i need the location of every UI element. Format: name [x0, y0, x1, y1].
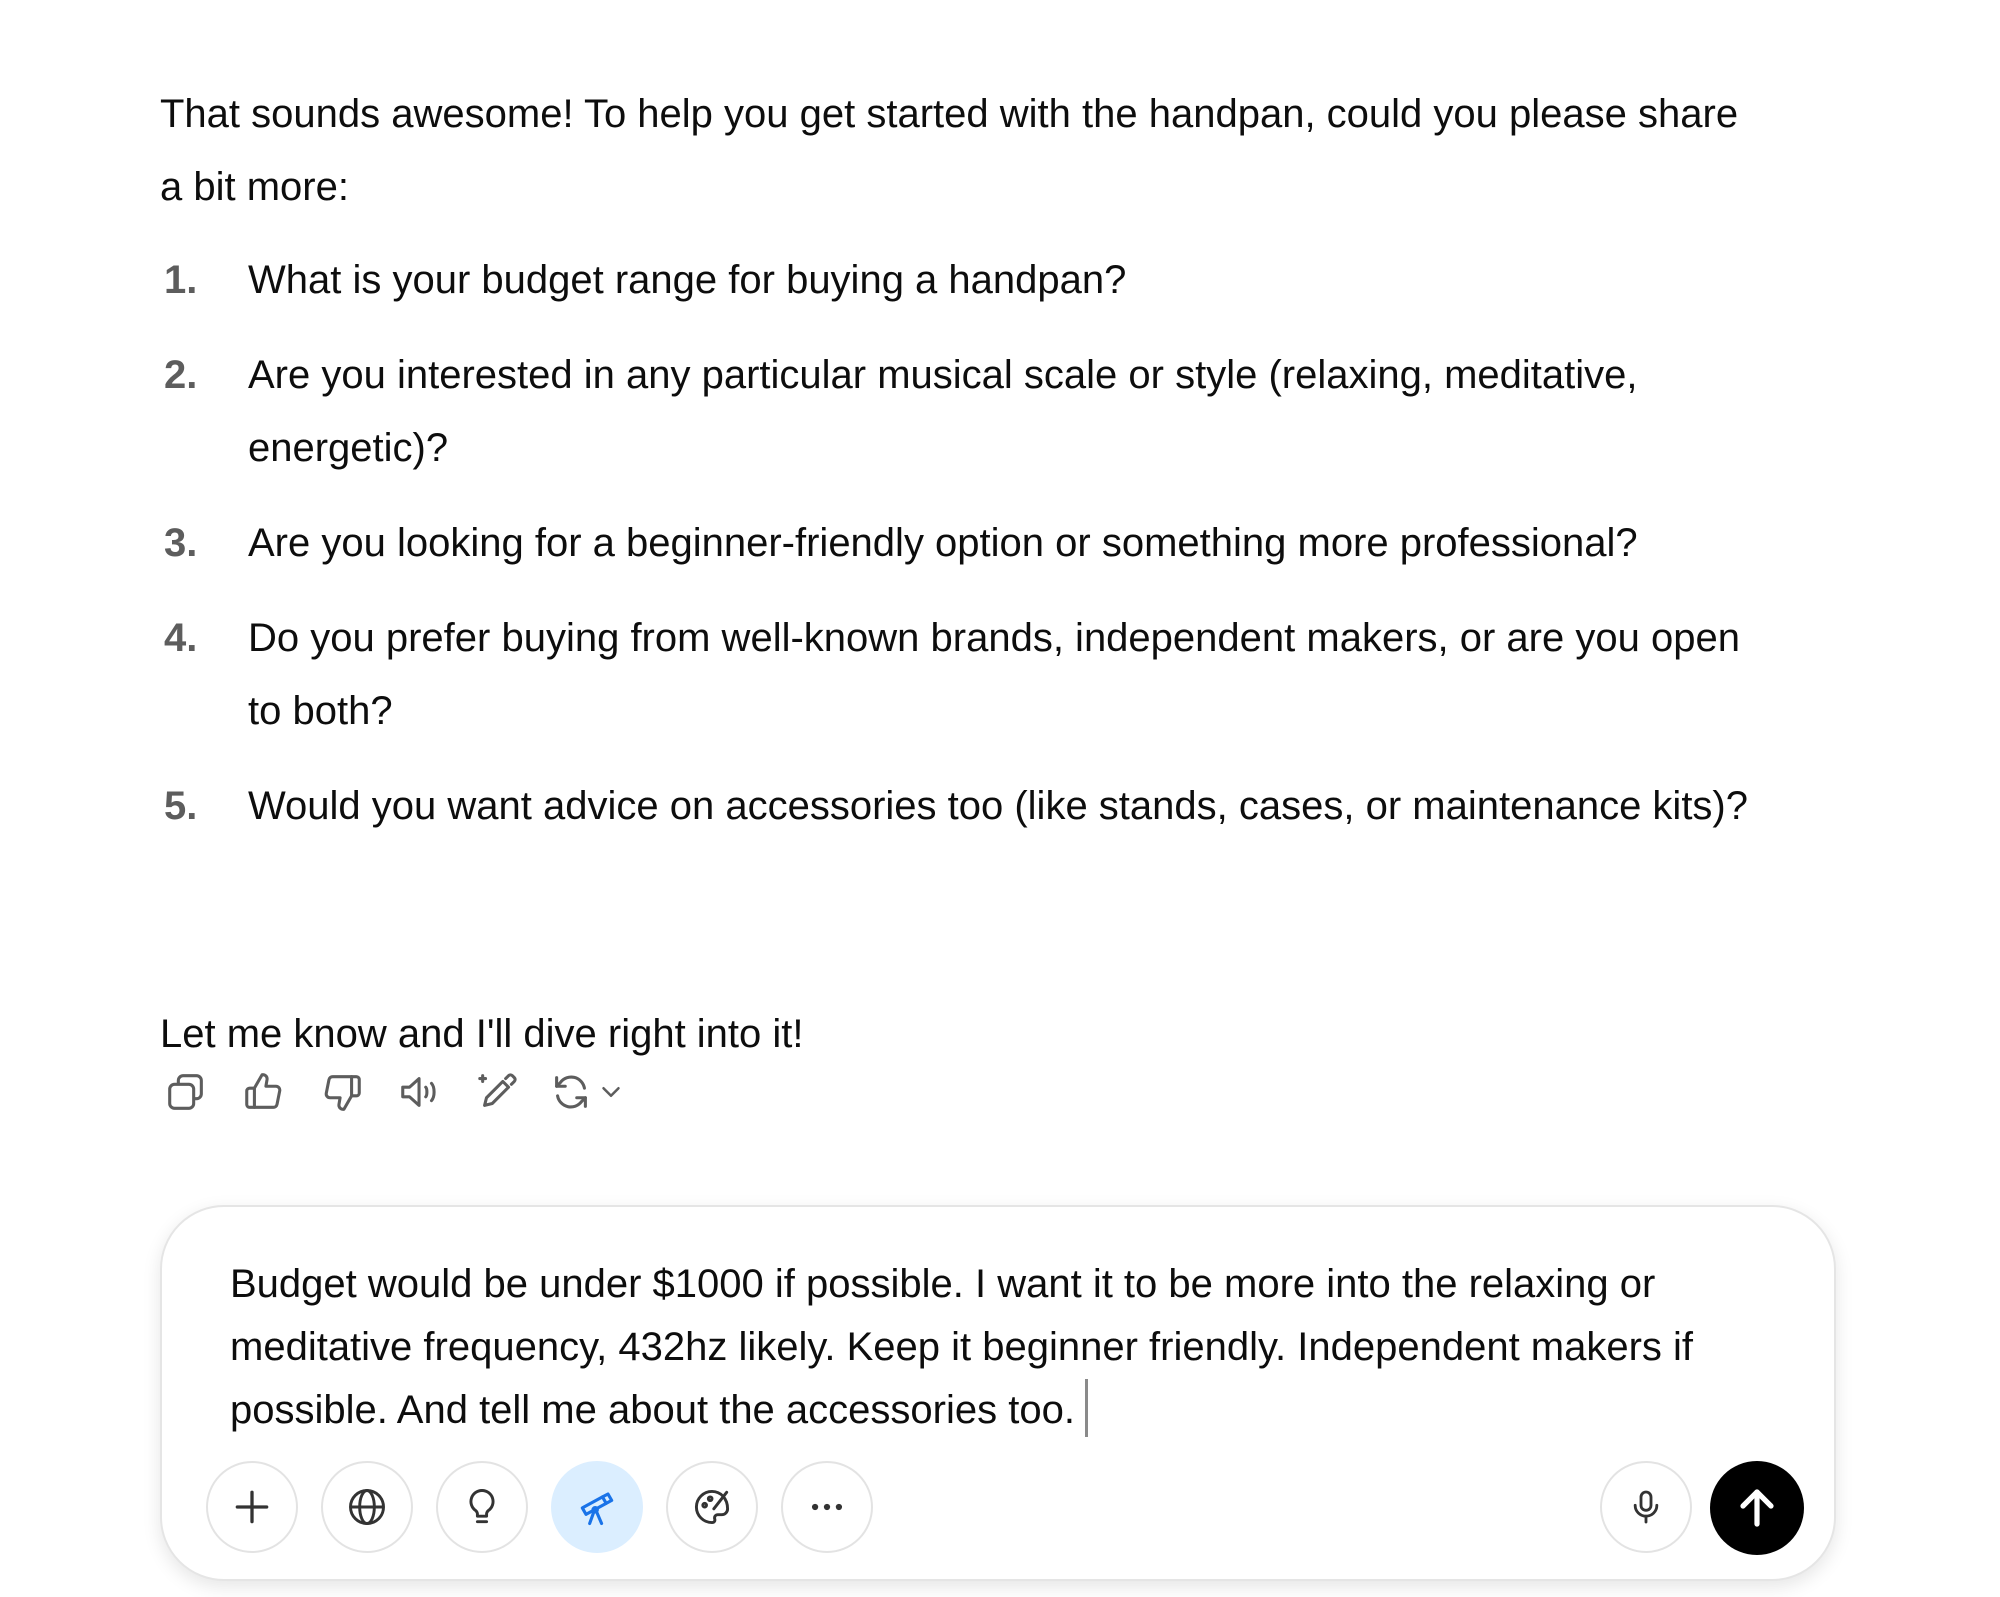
response-intro: That sounds awesome! To help you get started with the handpan, could you please share a bit more: [160, 92, 1739, 209]
deep-research-button[interactable] [551, 1461, 643, 1553]
create-image-button[interactable] [666, 1461, 758, 1553]
thumbs-up-icon [241, 1069, 287, 1115]
telescope-icon [575, 1485, 619, 1529]
chevron-down-icon [596, 1077, 626, 1107]
edit-button[interactable] [470, 1064, 526, 1120]
assistant-response [160, 78, 1760, 1056]
response-outro: Let me know and I'll dive right into it! [160, 1012, 804, 1056]
list-text: Are you looking for a beginner-friendly option or something more professional? [248, 521, 1638, 565]
composer-tools [206, 1461, 896, 1553]
web-search-button[interactable] [321, 1461, 413, 1553]
add-attachment-button[interactable] [206, 1461, 298, 1553]
message-actions [158, 1064, 626, 1120]
paint-palette-icon [690, 1485, 734, 1529]
list-item [160, 602, 1760, 748]
regenerate-button[interactable] [548, 1064, 626, 1120]
more-dots-icon [805, 1485, 849, 1529]
read-aloud-button[interactable] [392, 1064, 448, 1120]
read-aloud-icon [397, 1069, 443, 1115]
list-number: 4. [164, 616, 198, 660]
list-text: Would you want advice on accessories too (like stands, cases, or maintenance kits)? [248, 784, 1748, 828]
copy-button[interactable] [158, 1064, 214, 1120]
dictate-button[interactable] [1600, 1461, 1692, 1553]
plus-icon [230, 1485, 274, 1529]
thumbs-down-button[interactable] [314, 1064, 370, 1120]
list-item [160, 244, 1760, 317]
list-text: Do you prefer buying from well-known brands, independent makers, or are you open to both? [248, 616, 1740, 733]
microphone-icon [1626, 1487, 1666, 1527]
edit-pencil-icon [475, 1069, 521, 1115]
regenerate-icon [548, 1069, 594, 1115]
list-number: 2. [164, 353, 198, 397]
list-number: 5. [164, 784, 198, 828]
text-caret [1085, 1379, 1088, 1437]
question-list [160, 244, 1760, 843]
send-button[interactable] [1710, 1461, 1804, 1555]
prompt-input[interactable] [230, 1253, 1790, 1442]
more-tools-button[interactable] [781, 1461, 873, 1553]
list-item [160, 507, 1760, 580]
copy-icon [163, 1069, 209, 1115]
thumbs-up-button[interactable] [236, 1064, 292, 1120]
reason-button[interactable] [436, 1461, 528, 1553]
thumbs-down-icon [319, 1069, 365, 1115]
list-item [160, 339, 1760, 485]
prompt-text: Budget would be under $1000 if possible. I want it to be more into the relaxing or meditative frequency, 432hz likely. Keep it beginner friendly. Independent makers if possible. And tell me about the accessories too. [230, 1262, 1694, 1432]
list-text: Are you interested in any particular musical scale or style (relaxing, meditative, energetic)? [248, 353, 1638, 470]
lightbulb-icon [460, 1485, 504, 1529]
list-number: 1. [164, 258, 198, 302]
list-text: What is your budget range for buying a handpan? [248, 258, 1127, 302]
globe-icon [345, 1485, 389, 1529]
list-item [160, 770, 1760, 843]
list-number: 3. [164, 521, 198, 565]
arrow-up-icon [1733, 1484, 1781, 1532]
message-composer[interactable] [160, 1205, 1836, 1581]
